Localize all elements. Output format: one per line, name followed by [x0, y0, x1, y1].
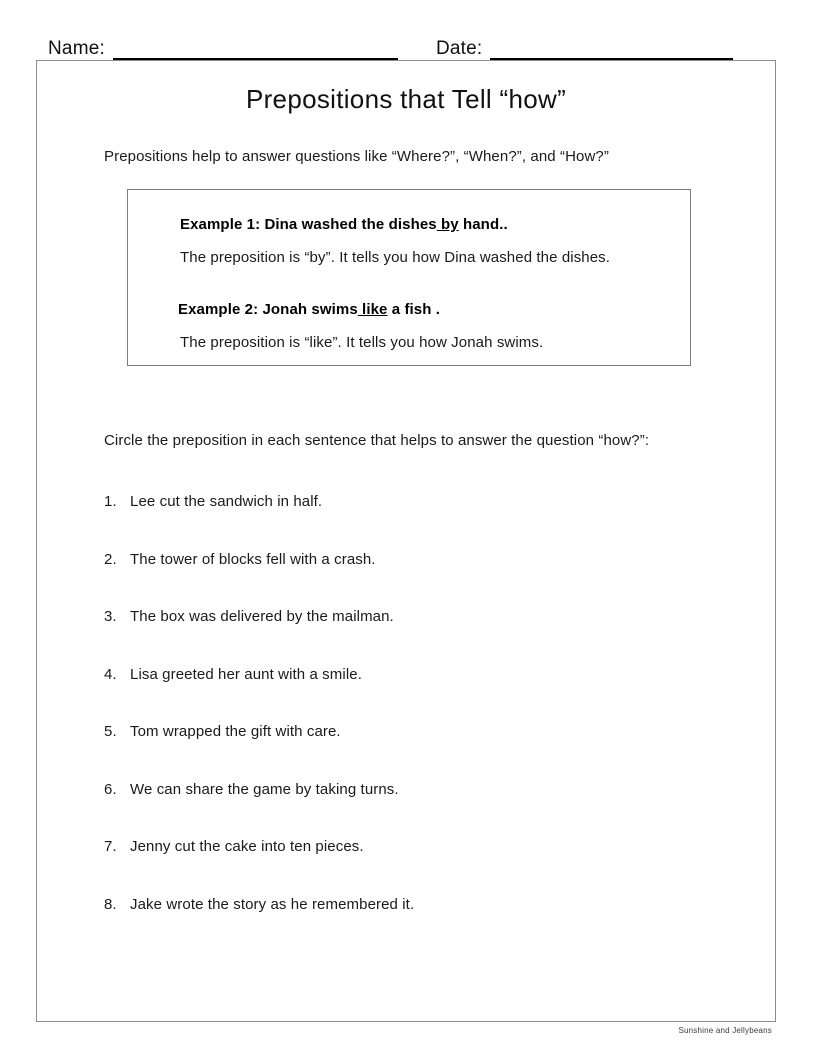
item-number: 3.	[104, 608, 117, 625]
item-text[interactable]: Tom wrapped the gift with care.	[130, 723, 341, 740]
example-box	[127, 189, 691, 366]
intro-text: Prepositions help to answer questions like “Where?”, “When?”, and “How?”	[104, 148, 609, 165]
worksheet-frame	[36, 60, 776, 1022]
list-item[interactable]	[104, 606, 724, 664]
example-1-heading	[180, 215, 508, 235]
example-2-heading-suffix: a fish .	[387, 301, 441, 318]
publisher-credit: Sunshine and Jellybeans	[678, 1026, 772, 1035]
example-2-heading-prefix: Example 2: Jonah swims	[178, 301, 358, 318]
item-number: 6.	[104, 780, 117, 798]
name-field[interactable]	[48, 38, 398, 60]
example-1-preposition: by	[436, 216, 459, 233]
question-list	[104, 491, 724, 951]
page-title: Prepositions that Tell “how”	[245, 84, 567, 114]
example-2-explanation: The preposition is “like”. It tells you how Jonah swims.	[180, 334, 544, 351]
item-text[interactable]: The box was delivered by the mailman.	[130, 608, 394, 625]
name-write-line[interactable]	[113, 42, 398, 60]
item-text[interactable]: Lisa greeted her aunt with a smile.	[130, 665, 362, 683]
item-text[interactable]: Lee cut the sandwich in half.	[130, 493, 323, 510]
example-1-explanation: The preposition is “by”. It tells you how Dina washed the dishes.	[180, 249, 611, 266]
name-date-header	[48, 30, 768, 60]
item-number: 8.	[104, 895, 117, 913]
item-number: 2.	[104, 550, 117, 568]
item-number: 1.	[104, 493, 117, 510]
item-text[interactable]: We can share the game by taking turns.	[130, 780, 399, 798]
list-item[interactable]	[104, 779, 724, 837]
date-label: Date:	[435, 38, 483, 59]
item-text[interactable]: Jenny cut the cake into ten pieces.	[130, 838, 364, 855]
example-2-preposition: like	[357, 301, 388, 318]
list-item[interactable]	[104, 491, 724, 549]
item-number: 4.	[104, 665, 117, 683]
item-number: 7.	[104, 838, 117, 855]
list-item[interactable]	[104, 721, 724, 779]
example-1-heading-suffix: hand..	[458, 216, 508, 233]
item-text[interactable]: Jake wrote the story as he remembered it.	[130, 895, 415, 913]
example-2-heading	[178, 300, 440, 320]
name-label: Name:	[48, 38, 105, 59]
list-item[interactable]	[104, 836, 724, 894]
item-number: 5.	[104, 723, 117, 740]
date-write-line[interactable]	[490, 42, 733, 60]
list-item[interactable]	[104, 894, 724, 952]
list-item[interactable]	[104, 549, 724, 607]
list-item[interactable]	[104, 664, 724, 722]
directions-text: Circle the preposition in each sentence that helps to answer the question “how?”:	[104, 432, 650, 449]
date-field[interactable]	[436, 38, 733, 60]
example-1-heading-prefix: Example 1: Dina washed the dishes	[180, 216, 437, 233]
item-text[interactable]: The tower of blocks fell with a crash.	[130, 550, 376, 568]
